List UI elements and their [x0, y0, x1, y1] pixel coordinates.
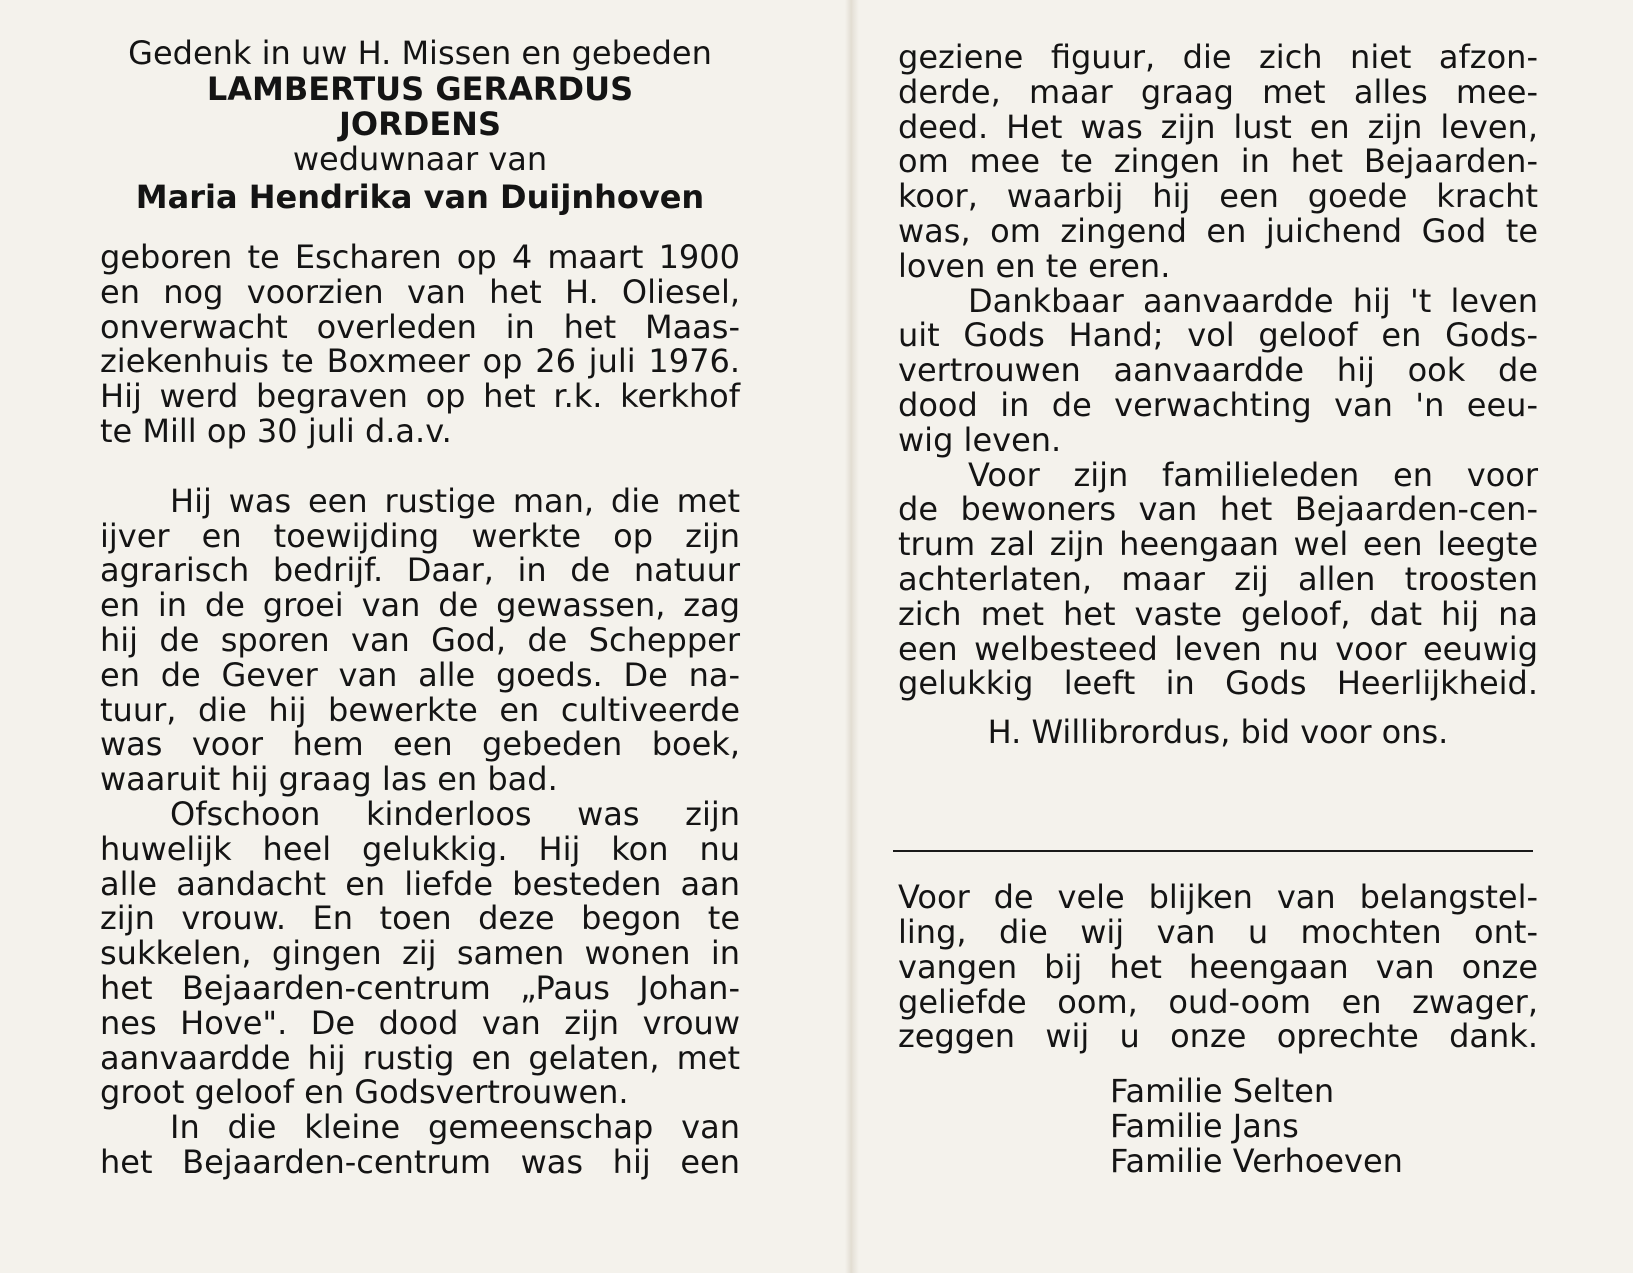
text-line: hij de sporen van God, de Schepper	[100, 620, 740, 659]
text-line: zijn vrouw. En toen deze begon te	[100, 899, 740, 938]
text-line: het Bejaarden-centrum „Paus Johan-	[100, 968, 740, 1007]
text-line: de bewoners van het Bejaarden-cen-	[898, 490, 1538, 529]
text-line: trum zal zijn heengaan wel een leegte	[898, 525, 1538, 564]
text-line: alle aandacht en liefde besteden aan	[100, 864, 740, 903]
text-line: vertrouwen aanvaardde hij ook de	[898, 351, 1538, 390]
family-paragraph	[898, 455, 1538, 703]
text-line: ijver en toewijding werkte op zijn	[100, 516, 740, 555]
separator-rule	[893, 850, 1533, 852]
text-line: huwelijk heel gelukkig. Hij kon nu	[100, 829, 740, 868]
text-line: Hij was een rustige man, die met	[170, 481, 740, 520]
text-line: achterlaten, maar zij allen troosten	[898, 559, 1538, 598]
text-line: zich met het vaste geloof, dat hij na	[898, 594, 1538, 633]
text-line: derde, maar graag met alles mee-	[898, 72, 1538, 111]
text-line: ling, die wij van u mochten ont-	[898, 912, 1538, 951]
text-line: deed. Het was zijn lust en zijn leven,	[898, 107, 1538, 146]
text-line: vangen bij het heengaan van onze	[898, 947, 1538, 986]
text-line: koor, waarbij hij een goede kracht	[898, 177, 1538, 216]
text-line: wig leven.	[898, 420, 1062, 459]
text-line: en de Gever van alle goeds. De na-	[100, 655, 740, 694]
text-line: groot geloof en Godsvertrouwen.	[100, 1073, 629, 1112]
text-line: loven en te eren.	[898, 246, 1171, 285]
faith-paragraph	[898, 281, 1538, 459]
text-line: tuur, die hij bewerkte en cultiveerde	[100, 690, 740, 729]
choir-paragraph	[898, 40, 1538, 284]
card-fold	[845, 0, 859, 1273]
right-page	[898, 0, 1538, 1179]
bio-line: en nog voorzien van het H. Oliesel,	[100, 272, 740, 311]
bio-line: ziekenhuis te Boxmeer op 26 juli 1976.	[100, 342, 740, 381]
text-line: waaruit hij graag las en bad.	[100, 760, 558, 799]
bio-paragraph	[100, 240, 740, 449]
text-line: was, om zingend en juichend God te	[898, 211, 1538, 250]
text-line: In die kleine gemeenschap van	[170, 1108, 740, 1147]
bio-line: geboren te Escharen op 4 maart 1900	[100, 238, 740, 276]
text-line: nes Hove". De dood van zijn vrouw	[100, 1003, 740, 1042]
bio-line: onverwacht overleden in het Maas-	[100, 307, 740, 346]
text-line: zeggen wij u onze oprechte dank.	[898, 1017, 1538, 1056]
intro-line: Gedenk in uw H. Missen en gebeden	[128, 34, 712, 72]
deceased-name-line1: LAMBERTUS GERARDUS	[206, 70, 634, 108]
deceased-name-line2: JORDENS	[339, 105, 501, 143]
text-line: Voor zijn familieleden en voor	[968, 455, 1538, 494]
text-line: was voor hem een gebeden boek,	[100, 725, 740, 764]
family-signatures	[898, 1074, 1538, 1179]
text-line: agrarisch bedrijf. Daar, in de natuur	[100, 551, 740, 590]
bio-line: te Mill op 30 juli d.a.v.	[100, 411, 452, 450]
bio-line: Hij werd begraven op het r.k. kerkhof	[100, 377, 740, 416]
relation-line: weduwnaar van	[292, 140, 548, 178]
text-line: om mee te zingen in het Bejaarden-	[898, 142, 1538, 181]
text-line: sukkelen, gingen zij samen wonen in	[100, 934, 740, 973]
family-name: Familie Selten	[1110, 1072, 1335, 1111]
text-line: geliefde oom, oud-oom en zwager,	[898, 982, 1538, 1021]
family-name: Familie Verhoeven	[1110, 1142, 1403, 1181]
text-line: een welbesteed leven nu voor eeuwig	[898, 629, 1538, 668]
family-name: Familie Jans	[1110, 1107, 1299, 1146]
text-line: dood in de verwachting van 'n eeu-	[898, 385, 1538, 424]
marriage-paragraph	[100, 794, 740, 1112]
community-paragraph	[100, 1110, 740, 1180]
text-line: geziene figuur, die zich niet afzon-	[898, 38, 1538, 76]
spouse-name: Maria Hendrika van Duijnhoven	[135, 178, 705, 216]
text-line: aanvaardde hij rustig en gelaten, met	[100, 1038, 740, 1077]
text-line: Ofschoon kinderloos was zijn	[170, 794, 740, 833]
character-paragraph	[100, 481, 740, 799]
text-line: Dankbaar aanvaardde hij 't leven	[968, 281, 1538, 320]
text-line: gelukkig leeft in Gods Heerlijkheid.	[898, 664, 1538, 703]
text-line: uit Gods Hand; vol geloof en Gods-	[898, 316, 1538, 355]
prayer-line: H. Willibrordus, bid voor ons.	[987, 713, 1449, 752]
text-line: Voor de vele blijken van belangstel-	[898, 878, 1538, 917]
left-page	[100, 0, 740, 1180]
text-line: en in de groei van de gewassen, zag	[100, 586, 740, 625]
text-line: het Bejaarden-centrum was hij een	[100, 1142, 740, 1181]
thanks-paragraph	[898, 880, 1538, 1054]
